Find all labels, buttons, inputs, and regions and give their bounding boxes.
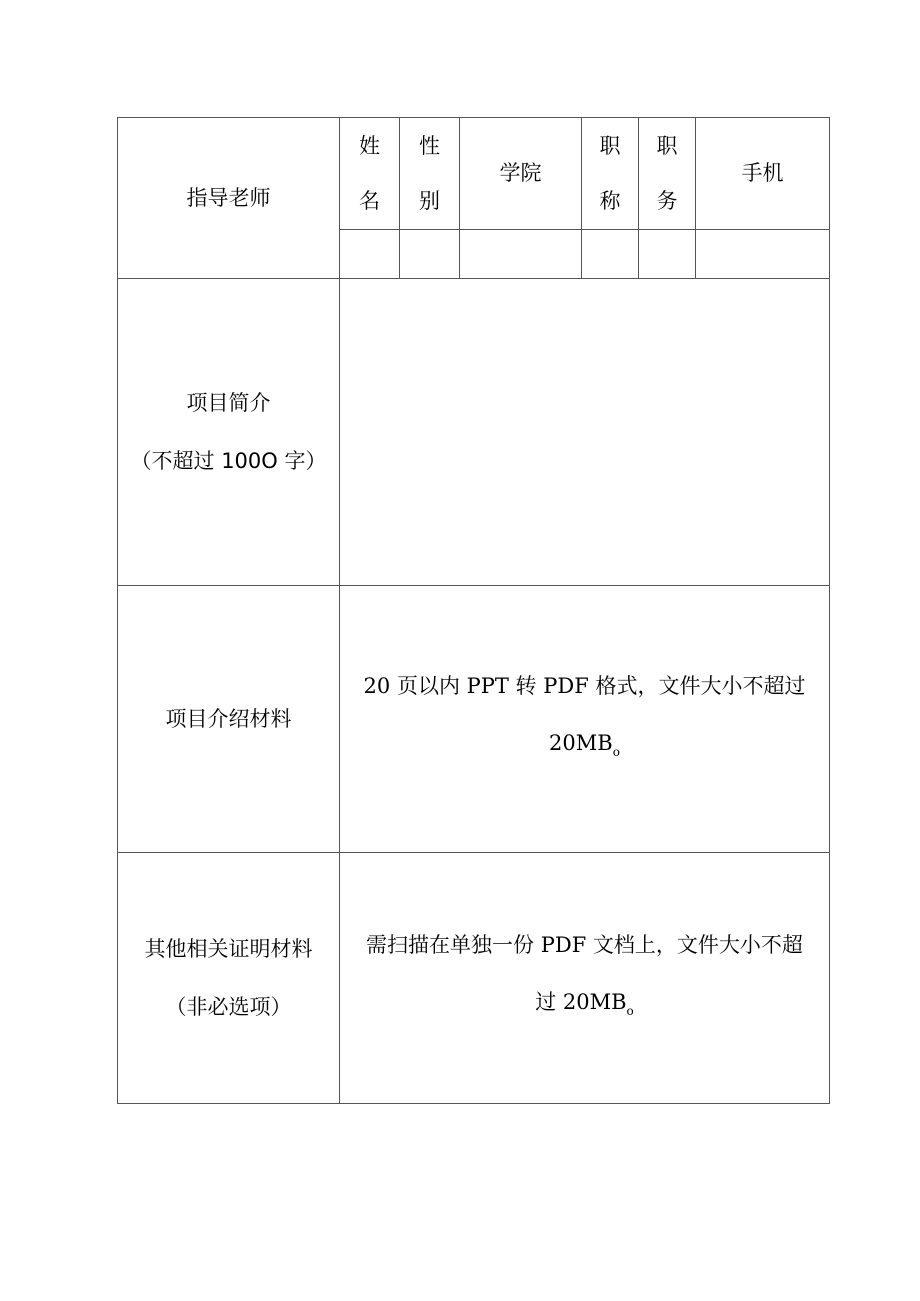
advisor-header-row (118, 118, 830, 230)
header-phone-cell (696, 118, 830, 230)
header-name-cell (340, 118, 400, 230)
header-gender-cell (400, 118, 460, 230)
header-name: 姓名 (359, 133, 380, 213)
advisor-college-input[interactable] (460, 230, 582, 279)
materials-label-cell (118, 586, 340, 853)
header-title: 职称 (599, 133, 621, 213)
header-college-cell (460, 118, 582, 230)
proofs-note: （非必选项） (165, 995, 292, 1019)
advisor-gender-input[interactable] (400, 230, 460, 279)
materials-instruction-line1: 20 页以内 PPT 转 PDF 格式，文件大小不超过 (363, 673, 806, 698)
advisor-position-input[interactable] (639, 230, 696, 279)
materials-instruction-suffix: o (612, 744, 620, 759)
header-gender: 性别 (419, 133, 440, 213)
proofs-label-cell (118, 853, 340, 1104)
materials-content-cell (340, 586, 830, 853)
intro-label: 项目简介 (186, 391, 271, 415)
header-position: 职务 (656, 133, 678, 213)
proofs-instruction-line2: 过 20MB (535, 989, 627, 1014)
application-form-table (117, 117, 830, 1104)
header-position-cell (639, 118, 696, 230)
materials-row (118, 586, 830, 853)
intro-content-field[interactable] (340, 279, 830, 586)
proofs-instruction-line1: 需扫描在单独一份 PDF 文档上，文件大小不超 (366, 932, 803, 957)
advisor-phone-input[interactable] (696, 230, 830, 279)
materials-label: 项目介绍材料 (165, 706, 292, 731)
advisor-name-input[interactable] (340, 230, 400, 279)
advisor-title-input[interactable] (582, 230, 639, 279)
materials-instruction-line2-wrap (340, 715, 829, 781)
materials-instruction-line2: 20MB (549, 730, 613, 755)
proofs-instruction-suffix: o (626, 1003, 634, 1018)
header-title-cell (582, 118, 639, 230)
advisor-label-cell (118, 118, 340, 279)
proofs-content-cell (340, 853, 830, 1104)
proofs-row (118, 853, 830, 1104)
intro-note: （不超过 100O 字） (130, 449, 327, 473)
proofs-label: 其他相关证明材料 (144, 937, 313, 961)
intro-row (118, 279, 830, 586)
intro-label-cell (118, 279, 340, 586)
proofs-instruction-line2-wrap (340, 974, 829, 1040)
advisor-label: 指导老师 (186, 185, 271, 210)
header-phone: 手机 (741, 161, 784, 186)
header-college: 学院 (499, 161, 542, 186)
